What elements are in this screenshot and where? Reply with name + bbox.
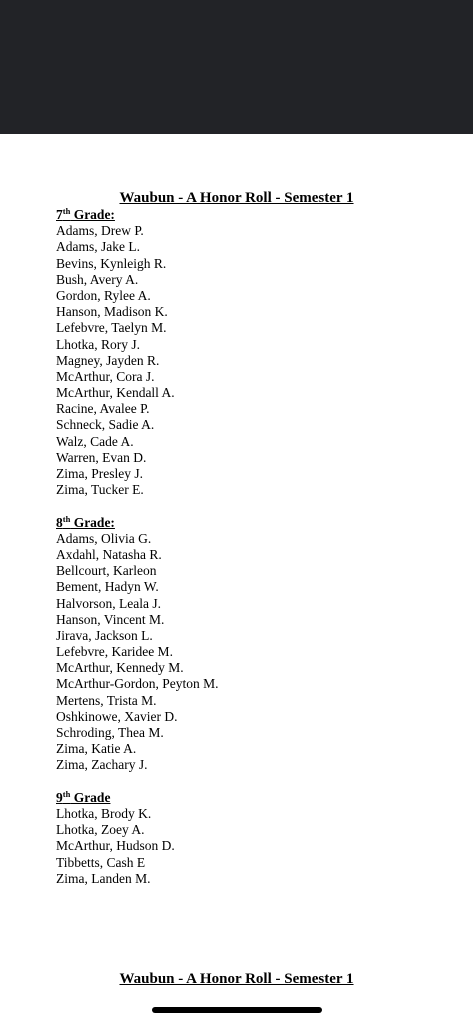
student-name: Schneck, Sadie A. — [56, 417, 155, 433]
student-name: McArthur, Kendall A. — [56, 385, 175, 401]
student-name: Mertens, Trista M. — [56, 692, 157, 708]
student-name: Magney, Jayden R. — [56, 352, 160, 368]
grade-number: 8 — [56, 514, 63, 530]
grade-section-7 — [56, 207, 456, 498]
student-name: Adams, Olivia G. — [56, 530, 152, 546]
grade-number: 9 — [56, 789, 63, 805]
student-list — [56, 806, 456, 887]
grade-ordinal-suffix: th — [62, 788, 71, 799]
student-list — [56, 223, 456, 498]
grade-ordinal-suffix: th — [62, 206, 71, 216]
student-name: Adams, Jake L. — [56, 239, 140, 255]
student-name: Lefebvre, Karidee M. — [56, 644, 173, 660]
student-name: Zima, Presley J. — [56, 466, 143, 481]
next-page-title: Waubun - A Honor Roll - Semester 1 — [119, 971, 354, 987]
grade-heading — [56, 790, 456, 806]
student-name: Zima, Tucker E. — [56, 482, 144, 498]
student-name: Racine, Avalee P. — [56, 401, 150, 417]
grade-label: Grade: — [70, 207, 115, 222]
document-title: Waubun - A Honor Roll - Semester 1 — [119, 190, 354, 206]
honor-roll-content — [56, 207, 456, 903]
home-indicator[interactable] — [152, 1007, 322, 1013]
grade-label: Grade — [70, 789, 111, 805]
student-list — [56, 531, 456, 774]
student-name: Zima, Landen M. — [56, 870, 151, 886]
student-name: Hanson, Madison K. — [56, 304, 168, 320]
student-name: Tibbetts, Cash E — [56, 854, 146, 870]
student-name: Walz, Cade A. — [56, 433, 134, 449]
grade-heading — [56, 207, 456, 223]
student-name: Halvorson, Leala J. — [56, 595, 161, 611]
student-name: McArthur, Cora J. — [56, 368, 155, 384]
grade-number: 7 — [56, 207, 63, 222]
student-name: Bement, Hadyn W. — [56, 579, 159, 595]
grade-section-9 — [56, 790, 456, 887]
student-name: Bevins, Kynleigh R. — [56, 255, 167, 271]
student-name: McArthur, Kennedy M. — [56, 660, 184, 676]
student-name: Jirava, Jackson L. — [56, 627, 153, 643]
top-dark-bar — [0, 0, 473, 134]
student-name: Bush, Avery A. — [56, 271, 139, 287]
student-name: Oshkinowe, Xavier D. — [56, 708, 178, 724]
student-name: Schroding, Thea M. — [56, 725, 164, 740]
grade-heading — [56, 515, 456, 531]
student-name: Zima, Katie A. — [56, 741, 137, 757]
student-name: Lhotka, Brody K. — [56, 805, 152, 821]
student-name: Gordon, Rylee A. — [56, 287, 151, 303]
student-name: Zima, Zachary J. — [56, 757, 148, 773]
student-name: Adams, Drew P. — [56, 223, 144, 239]
student-name: Lhotka, Rory J. — [56, 336, 140, 352]
student-name: Hanson, Vincent M. — [56, 611, 165, 627]
student-name: McArthur, Hudson D. — [56, 838, 175, 854]
student-name: Axdahl, Natasha R. — [56, 546, 162, 562]
student-name: McArthur-Gordon, Peyton M. — [56, 676, 219, 692]
student-name: Warren, Evan D. — [56, 449, 147, 465]
student-name: Bellcourt, Karleon — [56, 563, 157, 579]
student-name: Lefebvre, Taelyn M. — [56, 320, 167, 336]
grade-section-8 — [56, 515, 456, 774]
grade-ordinal-suffix: th — [62, 513, 71, 524]
grade-label: Grade: — [70, 514, 115, 530]
student-name: Lhotka, Zoey A. — [56, 822, 145, 838]
